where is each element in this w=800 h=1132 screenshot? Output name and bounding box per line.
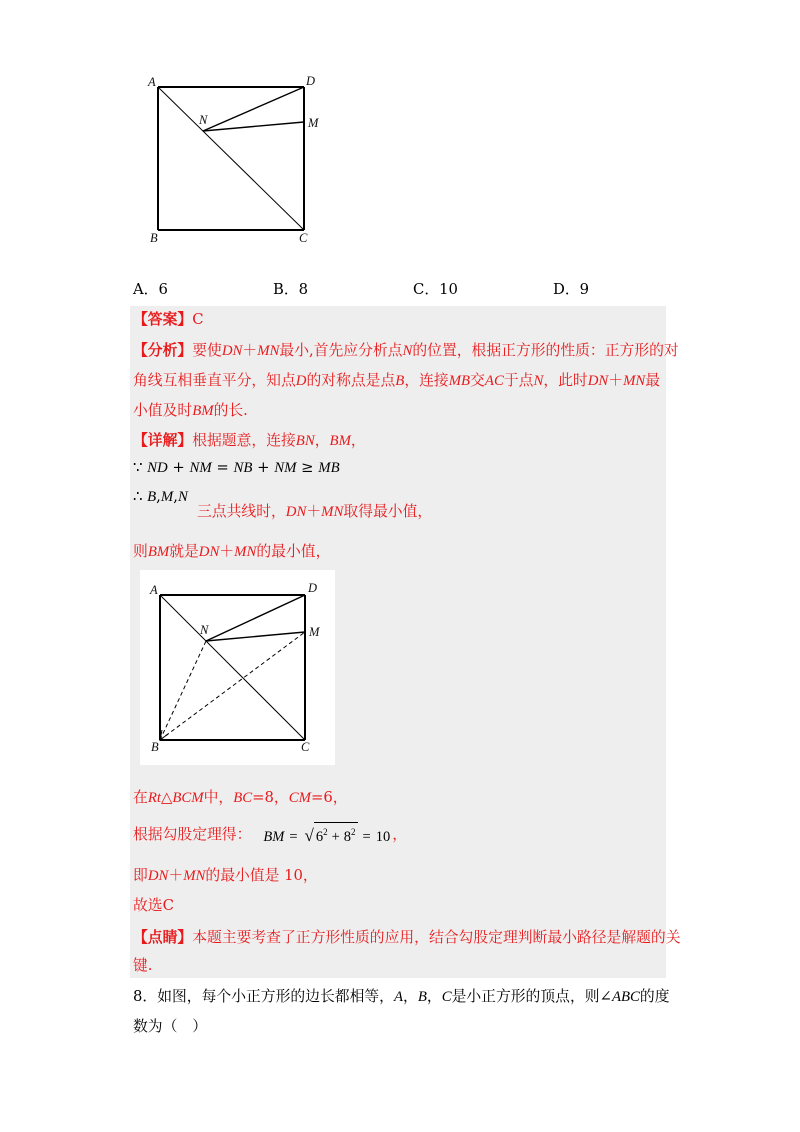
math-variable: BC bbox=[233, 790, 253, 806]
dashed-segment-bn bbox=[160, 641, 206, 740]
text-run: C bbox=[192, 311, 204, 328]
math-variable: MB bbox=[448, 373, 471, 389]
text-run: 的对称点是点 bbox=[306, 372, 396, 389]
math-variable: N bbox=[177, 489, 188, 505]
math-variable: BM bbox=[192, 403, 214, 419]
math-variable: B bbox=[395, 373, 405, 389]
formula-equals-2: = bbox=[362, 829, 371, 845]
text-run: ，此时 bbox=[543, 372, 588, 389]
math-variable: DN bbox=[198, 544, 220, 560]
text-run: 角线互相垂直平分，知点 bbox=[133, 372, 296, 389]
math-variable: MN bbox=[257, 343, 280, 359]
text-run: ， bbox=[426, 988, 442, 1005]
text-run: 8．如图，每个小正方形的边长都相等， bbox=[133, 988, 394, 1005]
text-run: △ bbox=[160, 789, 173, 806]
math-variable: BM bbox=[329, 433, 351, 449]
math-variable: NB bbox=[233, 460, 253, 476]
text-run: 故选C bbox=[133, 897, 174, 914]
radicand-a-exponent: 2 bbox=[323, 827, 328, 837]
formula-lhs: BM bbox=[263, 829, 285, 845]
vertex-label-m: M bbox=[309, 625, 320, 639]
radicand bbox=[314, 822, 358, 846]
text-run: , bbox=[173, 488, 178, 505]
option-d: D．9 bbox=[553, 281, 590, 298]
text-run: 三点共线时， bbox=[197, 503, 286, 520]
text-run: 于点 bbox=[503, 372, 534, 389]
math-variable: DN bbox=[285, 504, 307, 520]
radicand-a: 6 bbox=[315, 829, 324, 845]
math-variable: D bbox=[295, 373, 307, 389]
segment-nm bbox=[203, 122, 304, 131]
option-a: A．6 bbox=[133, 281, 168, 298]
math-variable: B bbox=[147, 489, 157, 505]
text-run: 的最小值， bbox=[256, 543, 331, 560]
diagonal-ac bbox=[158, 87, 304, 230]
min-value-line bbox=[133, 866, 318, 886]
vertex-label-b: B bbox=[150, 231, 158, 245]
math-variable: M bbox=[160, 489, 174, 505]
vertex-label-a: A bbox=[150, 583, 158, 597]
math-variable: CM bbox=[288, 790, 311, 806]
analysis-line-1 bbox=[133, 341, 679, 361]
vertex-label-n: N bbox=[200, 623, 209, 637]
text-run: 中， bbox=[203, 789, 234, 806]
text-run: 要使 bbox=[192, 342, 222, 359]
text-run: 在 bbox=[133, 789, 148, 806]
text-run: 的度 bbox=[639, 988, 670, 1005]
radicand-b-exponent: 2 bbox=[351, 827, 356, 837]
text-run: 根据题意，连接 bbox=[192, 432, 296, 449]
vertex-label-c: C bbox=[299, 231, 308, 245]
therefore-math-line bbox=[133, 487, 188, 507]
radicand-b: 8 bbox=[343, 829, 352, 845]
text-run: 的长. bbox=[213, 402, 248, 419]
text-run: 的位置，根据正方形的性质：正方形的对 bbox=[412, 342, 679, 359]
text-run: ∴ bbox=[133, 488, 148, 505]
vertex-label-m: M bbox=[308, 116, 319, 130]
math-variable: AC bbox=[484, 373, 504, 389]
math-variable: C bbox=[441, 989, 452, 1005]
math-variable: MN bbox=[321, 504, 344, 520]
text-run: ＋ bbox=[242, 342, 258, 359]
diagonal-ac bbox=[160, 595, 305, 740]
math-variable: A bbox=[393, 989, 404, 1005]
math-variable: DN bbox=[587, 373, 609, 389]
text-run: 本题主要考查了正方形性质的应用，结合勾股定理判断最小路径是解题的关 bbox=[192, 929, 681, 946]
detail-line bbox=[133, 431, 366, 451]
text-run: 的最小值是 10， bbox=[205, 867, 318, 884]
math-variable: BM bbox=[147, 544, 170, 560]
pythagoras-prefix: 根据勾股定理得： bbox=[133, 826, 252, 843]
text-run: ， bbox=[403, 988, 418, 1005]
text-run: 取得最小值， bbox=[343, 503, 433, 520]
dashed-segment-bm bbox=[160, 632, 305, 740]
formula-result: 10 bbox=[375, 829, 391, 845]
text-run: 是小正方形的顶点，则 bbox=[451, 988, 600, 1005]
math-variable: B bbox=[417, 989, 427, 1005]
formula-equals: = bbox=[289, 829, 298, 845]
math-variable: MN bbox=[234, 544, 257, 560]
text-run: 键. bbox=[133, 957, 153, 974]
pythagoras-suffix: ， bbox=[392, 826, 408, 843]
solution-figure bbox=[140, 570, 335, 765]
text-run: , bbox=[156, 488, 161, 505]
conclusion-line bbox=[133, 542, 330, 562]
text-run: ， bbox=[350, 432, 366, 449]
text-run: + bbox=[167, 459, 190, 476]
text-run: 即 bbox=[133, 867, 148, 884]
triangle-line bbox=[133, 788, 348, 808]
analysis-line-2 bbox=[133, 371, 660, 391]
since-math-line bbox=[133, 458, 340, 478]
text-run: ∵ bbox=[133, 459, 148, 476]
collinear-line bbox=[197, 502, 432, 522]
vertex-label-b: B bbox=[151, 740, 159, 754]
option-b: B．8 bbox=[273, 281, 309, 298]
text-run: ＋ bbox=[306, 503, 322, 520]
question8-line-2 bbox=[133, 1017, 207, 1037]
choice-line bbox=[133, 896, 174, 916]
math-variable: DN bbox=[221, 343, 243, 359]
radical-sign: √ bbox=[304, 826, 314, 845]
section-tag: 【分析】 bbox=[133, 342, 193, 359]
vertex-label-d: D bbox=[308, 581, 318, 595]
vertex-label-c: C bbox=[301, 740, 310, 754]
radicand-operator: + bbox=[331, 829, 340, 845]
math-variable: MN bbox=[623, 373, 646, 389]
text-run: + bbox=[252, 459, 275, 476]
text-run: 则 bbox=[133, 543, 148, 560]
math-variable: Rt bbox=[147, 790, 161, 806]
math-variable: ∠ABC bbox=[599, 989, 640, 1005]
vertex-label-a: A bbox=[148, 75, 156, 89]
comment-line-2 bbox=[133, 956, 153, 976]
vertex-label-d: D bbox=[306, 74, 316, 88]
text-run: ≥ bbox=[296, 459, 319, 476]
analysis-line-3 bbox=[133, 401, 248, 421]
text-run: 最小,首先应分析点 bbox=[279, 342, 403, 359]
math-variable: N bbox=[533, 373, 544, 389]
bm-formula bbox=[263, 822, 390, 848]
math-variable: MB bbox=[318, 460, 340, 476]
text-run: ，连接 bbox=[404, 372, 449, 389]
question8-line-1 bbox=[133, 987, 670, 1007]
section-tag: 【答案】 bbox=[133, 311, 193, 328]
math-variable: MN bbox=[183, 868, 206, 884]
text-run: ， bbox=[314, 432, 330, 449]
comment-line-1 bbox=[133, 928, 681, 948]
section-tag: 【点睛】 bbox=[133, 929, 193, 946]
math-variable: BN bbox=[295, 433, 315, 449]
text-run: 最 bbox=[645, 372, 661, 389]
text-run: 交 bbox=[470, 372, 485, 389]
math-variable: BCM bbox=[172, 790, 204, 806]
math-variable: NM bbox=[274, 460, 297, 476]
text-run: =8， bbox=[252, 789, 289, 806]
text-run: 小值及时 bbox=[133, 402, 193, 419]
segment-nd bbox=[206, 595, 305, 641]
segment-nd bbox=[203, 87, 304, 131]
math-variable: DN bbox=[147, 868, 169, 884]
question7-figure bbox=[140, 70, 330, 255]
math-variable: ND bbox=[147, 460, 168, 476]
text-run: ＋ bbox=[168, 867, 184, 884]
vertex-label-n: N bbox=[199, 113, 208, 127]
math-variable: N bbox=[402, 343, 413, 359]
text-run: ＋ bbox=[608, 372, 624, 389]
text-run: ＋ bbox=[219, 543, 235, 560]
section-tag: 【详解】 bbox=[133, 432, 193, 449]
text-run: 数为（ ） bbox=[133, 1018, 207, 1035]
text-run: = bbox=[211, 459, 234, 476]
text-run: 就是 bbox=[169, 543, 199, 560]
math-variable: NM bbox=[189, 460, 212, 476]
option-c: C．10 bbox=[413, 281, 458, 298]
text-run: =6， bbox=[310, 789, 348, 806]
answer-line bbox=[133, 310, 204, 330]
pythagoras-line bbox=[133, 822, 407, 848]
